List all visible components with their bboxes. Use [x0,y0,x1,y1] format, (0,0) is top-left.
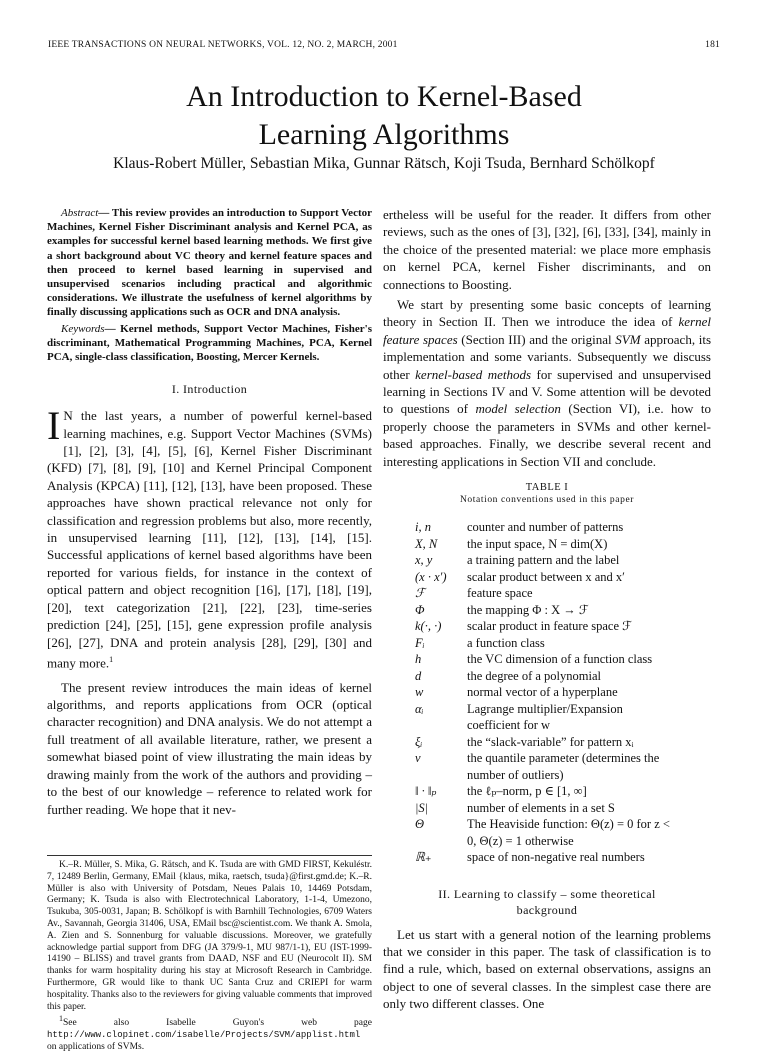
notation-row [415,635,677,652]
notation-row [415,750,677,783]
notation-description: the quantile parameter (determines the number of outliers) [467,751,660,782]
abstract [47,206,372,320]
notation-description: a function class [467,635,545,650]
notation-row [415,816,677,849]
notation-row [415,701,677,734]
page-number: 181 [705,40,720,50]
section-heading-learning-to-classify [383,886,711,918]
notation-description: the “slack-variable” for pattern xᵢ [467,734,634,749]
keywords-lead: Keywords [61,322,105,335]
p3-part-a: We start by presenting some basic concepts of learning theory in Section II. Then we introduce the idea of [383,297,711,330]
left-column [47,206,372,818]
footnotes [47,855,372,1054]
title-line-2: Learning Algorithms [258,118,510,151]
right-column [383,206,711,1013]
p3-part-b: (Section III) and the original [457,331,616,347]
title-line-1: An Introduction to Kernel-Based [186,80,582,113]
notation-symbol: ℱ [415,586,425,601]
notation-symbol: Φ [415,602,425,617]
drop-cap: I [47,403,61,449]
p3-emph-kernel-based-methods: kernel-based methods [415,366,532,382]
notation-symbol: |S| [415,800,429,815]
notation-row [415,536,677,553]
notation-description: space of non-negative real numbers [467,850,645,865]
abstract-text: — This review provides an introduction to Support Vector Machines, Kernel Fisher Discriminant analysis and Kernel PCA, as examples for successful kernel based learning methods. We first give a short background about VC theory and kernel feature spaces and then proceed to kernel based learning in supervised and unsupervised scenarios including practical and algorithmic considerations. We illustrate the usefulness of kernel algorithms by finally discussing applications such as OCR and DNA analysis. [47,207,372,319]
paper-title [0,78,768,154]
keywords-text: — Kernel methods, Support Vector Machines, Fisher's discriminant, Mathematical Programming Machines, PCA, Kernel PCA, single-class classification, Boosting, Mercer Kernels. [47,322,372,364]
footnote-1 [47,1013,372,1054]
footnote-marker-1[interactable]: 1 [109,654,114,664]
notation-symbol: i, n [415,520,431,535]
abstract-lead: Abstract [61,207,99,219]
running-header [48,40,720,54]
notation-description: The Heaviside function: Θ(z) = 0 for z < 0, Θ(z) = 1 otherwise [467,817,670,848]
notation-description: scalar product in feature space ℱ [467,619,632,634]
intro-paragraph-3 [383,296,711,470]
notation-symbol: d [415,668,422,683]
notation-description: Lagrange multiplier/Expansion coefficient for w [467,701,623,733]
notation-row [415,668,677,685]
intro-paragraph-1-text: N the last years, a number of powerful kernel-based learning machines, e.g. Support Vector Machines (SVMs) [1], [2], [3], [4], [5], [6], Kernel Fisher Discriminant (KFD) [7], [8], [9], [10] and Kernel Principal Component Analysis (KPCA) [11], [12], [13], have been proposed. These approaches have shown practical relevance not only for classification and regression problems but also, more recently, in unsupervised learning [11], [12], [13], [14], [15]. Successful applications of kernel based algorithms have been reported for various fields, for instance in the context of optical pattern and object recognition [16], [17], [18], [19], [20], text categorization [21], [22], [23], time-series prediction [24], [25], [15], gene expression profile analysis [26], [27], DNA and protein analysis [28], [29], [30] and many more. [47,408,372,671]
notation-row [415,602,677,619]
section-heading-line-2: background [516,902,578,917]
notation-symbol: X, N [415,536,438,551]
p3-emph-model-selection: model selection [475,401,561,417]
notation-description: the input space, N = dim(X) [467,536,608,551]
notation-row [415,585,677,602]
p3-part-c: approach, its implementation and some variants. Subsequently we discuss other [383,331,712,382]
footnote-1-text: See also Isabelle Guyon's web page [63,1018,372,1029]
section2-paragraph-1: Let us start with a general notion of the learning problems that we consider in this paper. The task of classification is to find a rule, which, based on external observations, assigns an object to one of several classes. In the simplest case there are only two different classes. One [383,926,711,1012]
notation-row [415,552,677,569]
table-title: Notation conventions used in this paper [459,495,635,506]
notation-row [415,569,677,586]
notation-symbol: ℝ₊ [415,850,432,865]
author-list: Klaus-Robert Müller, Sebastian Mika, Gunnar Rätsch, Koji Tsuda, Bernhard Schölkopf [113,155,655,172]
notation-symbol: Fᵢ [415,635,425,650]
footnote-1-marker: 1 [59,1014,63,1024]
footnote-1-tail: on applications of SVMs. [47,1042,145,1053]
notation-symbol: (x · x′) [415,569,447,584]
notation-row [415,684,677,701]
notation-symbol: αᵢ [415,701,424,716]
notation-description: the ℓₚ–norm, p ∈ [1, ∞] [467,784,587,799]
p3-part-e: (Section VI), i.e. how to properly choose the parameters in SVMs and other kernel-based approaches. Finally, we describe several recent and interesting applications in Section VII and conclude. [383,401,711,469]
p3-part-d: for supervised and unsupervised learning in Sections IV and V. Some attention will be devoted to questions of [383,366,711,417]
notation-table-body [415,519,677,866]
p3-emph-kernel-feature-spaces: kernel feature spaces [383,314,711,347]
notation-description: the mapping Φ : X → ℱ [467,602,589,617]
notation-symbol: x, y [415,553,433,568]
notation-row [415,849,677,866]
notation-description: feature space [467,586,533,601]
notation-symbol: w [415,685,424,700]
intro-paragraph-continued: ertheless will be useful for the reader. It differs from other reviews, such as the ones of [3], [32], [6], [33], [34], mainly in the choice of the presented material: we place more emphasis on kernel PCA, kernel Fisher discriminants, and on connections to Boosting. [383,207,711,292]
notation-description: scalar product between x and x′ [467,569,625,584]
notation-row [415,618,677,635]
footnote-1-url[interactable]: http://www.clopinet.com/isabelle/Projects/SVM/applist.html [47,1030,361,1041]
notation-symbol: h [415,652,422,667]
keywords [47,322,372,365]
notation-row [415,783,677,800]
p3-emph-svm: SVM [615,331,641,347]
journal-citation: IEEE TRANSACTIONS ON NEURAL NETWORKS, VOL. 12, NO. 2, MARCH, 2001 [48,40,398,50]
notation-description: the VC dimension of a function class [467,652,653,667]
section-heading-introduction: I. Introduction [171,382,248,397]
notation-symbol: ‖ · ‖ₚ [415,784,437,799]
intro-paragraph-1 [47,403,372,671]
notation-row [415,800,677,817]
notation-description: a training pattern and the label [467,553,620,568]
notation-description: counter and number of patterns [467,520,624,535]
notation-symbol: k(·, ·) [415,619,442,634]
notation-row [415,519,677,536]
table-caption: TABLE I [525,482,569,494]
notation-table [415,519,677,866]
notation-row [415,734,677,751]
notation-symbol: Θ [415,817,425,832]
notation-symbol: ξᵢ [415,734,423,749]
notation-symbol: ν [415,751,421,766]
notation-description: the degree of a polynomial [467,668,601,683]
author-affiliation-note: K.–R. Müller, S. Mika, G. Rätsch, and K. Tsuda are with GMD FIRST, Kekuléstr. 7, 12489 Berlin, Germany, EMail {klaus, mika, raetsch, tsuda}@first.gmd.de; K.–R. Müller is also with University of Potsdam, Neues Palais 10, 14469 Potsdam, Germany; K. Tsuda is also with Electrotechnical Laboratory, 1-1-4, Umezono, Tsukuba, 305-0031, Japan; B. Schölkopf is with Barnhill Technologies, 6709 Waters Av., Savannah, Georgia 31406, USA, EMail bsc@scientist.com. We thank A. Smola, A. Zien and S. Sonnenburg for valuable discussions. Moreover, we gratefully acknowledge partial support from DFG (JA 379/9-1, MU 987/1-1), EU (IST-1999-14190 – BLISS) and travel grants from DAAD, NSF and EU (Neurocolt II). SM thanks for warm hospitality during his stay at Microsoft Research in Cambridge. Furthermore, GR would like to thank UC Santa Cruz and CRIEPI for warm hospitality. Thanks also to the reviewers for giving valuable comments that improved this paper. [47,860,372,1012]
section-heading-line-1: II. Learning to classify – some theoretical [438,886,656,901]
notation-description: number of elements in a set S [467,800,615,815]
intro-paragraph-2: The present review introduces the main ideas of kernel algorithms, and reports applications from OCR (optical character recognition) and DNA analysis. We do not attempt a full treatment of all available literature, rather, we present a somewhat biased point of view illustrating the main ideas by drawing mainly from the work of the authors and providing – to the best of our knowledge – reference to related work for further reading. We hope that it nev- [47,679,372,817]
notation-row [415,651,677,668]
notation-description: normal vector of a hyperplane [467,685,618,700]
